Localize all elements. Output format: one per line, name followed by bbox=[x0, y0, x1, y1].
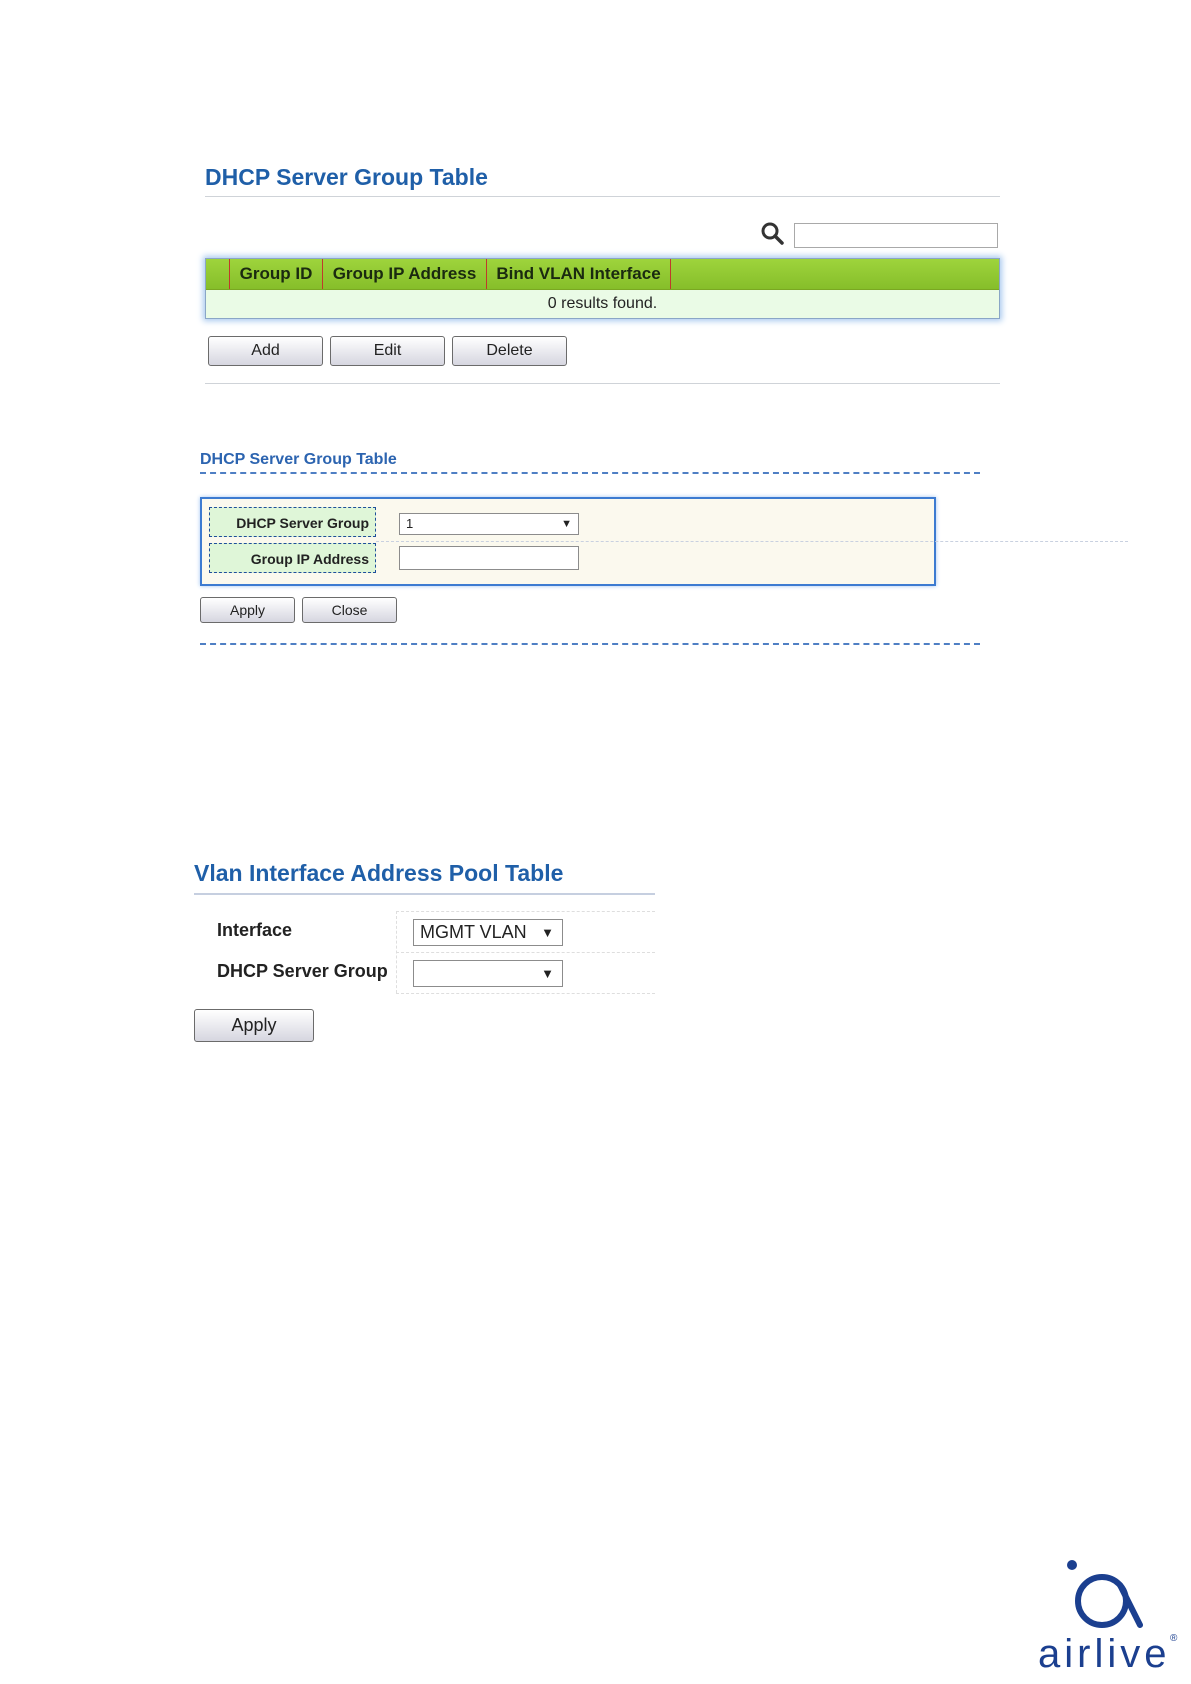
edit-button[interactable]: Edit bbox=[330, 336, 445, 366]
title-divider bbox=[205, 196, 1000, 197]
interface-select[interactable] bbox=[413, 919, 563, 946]
pool-row-divider bbox=[396, 911, 655, 912]
svg-text:®: ® bbox=[1170, 1633, 1178, 1644]
column-header-group-ip[interactable]: Group IP Address bbox=[323, 259, 487, 289]
column-header-group-id[interactable]: Group ID bbox=[230, 259, 323, 289]
column-header-select[interactable] bbox=[206, 259, 230, 289]
group-ip-address-label: Group IP Address bbox=[209, 543, 376, 573]
dhcp-server-group-select[interactable] bbox=[399, 513, 579, 535]
pool-apply-button[interactable]: Apply bbox=[194, 1009, 314, 1042]
close-button[interactable]: Close bbox=[302, 597, 397, 623]
chevron-down-icon: ▼ bbox=[541, 925, 554, 940]
pool-title-divider bbox=[194, 893, 655, 895]
form-bottom-divider bbox=[200, 643, 980, 645]
interface-label: Interface bbox=[217, 920, 293, 940]
pool-row-divider bbox=[396, 993, 655, 994]
column-header-bind-vlan[interactable]: Bind VLAN Interface bbox=[487, 259, 671, 289]
group-form bbox=[200, 497, 936, 586]
dhcp-server-group-value: 1 bbox=[406, 516, 414, 531]
pool-table-title: Vlan Interface Address Pool Table bbox=[194, 860, 564, 886]
dhcp-server-group-label: DHCP Server Group bbox=[209, 507, 376, 537]
group-grid bbox=[205, 258, 1000, 319]
form-top-divider bbox=[200, 472, 980, 474]
airlive-logo-icon bbox=[1030, 1555, 1180, 1675]
group-ip-address-input[interactable] bbox=[399, 546, 579, 570]
group-table-title: DHCP Server Group Table bbox=[205, 164, 488, 190]
interface-value: MGMT VLAN bbox=[420, 922, 527, 942]
chevron-down-icon: ▼ bbox=[561, 518, 572, 530]
pool-row-divider bbox=[396, 952, 655, 953]
pool-dhcp-server-group-label: DHCP Server Group bbox=[217, 961, 388, 981]
grid-header bbox=[206, 259, 999, 290]
search-icon[interactable] bbox=[760, 221, 784, 245]
chevron-down-icon: ▼ bbox=[541, 966, 554, 981]
group-form-title: DHCP Server Group Table bbox=[200, 451, 397, 468]
empty-results-message: 0 results found. bbox=[547, 295, 658, 312]
search-input[interactable] bbox=[794, 223, 998, 248]
pool-dhcp-server-group-select[interactable] bbox=[413, 960, 563, 987]
pool-column-divider bbox=[396, 911, 397, 993]
apply-button[interactable]: Apply bbox=[200, 597, 295, 623]
delete-button[interactable]: Delete bbox=[452, 336, 567, 366]
section-divider bbox=[205, 383, 1000, 384]
svg-text:airlive: airlive bbox=[1038, 1632, 1171, 1675]
add-button[interactable]: Add bbox=[208, 336, 323, 366]
form-row-divider bbox=[376, 541, 1128, 542]
